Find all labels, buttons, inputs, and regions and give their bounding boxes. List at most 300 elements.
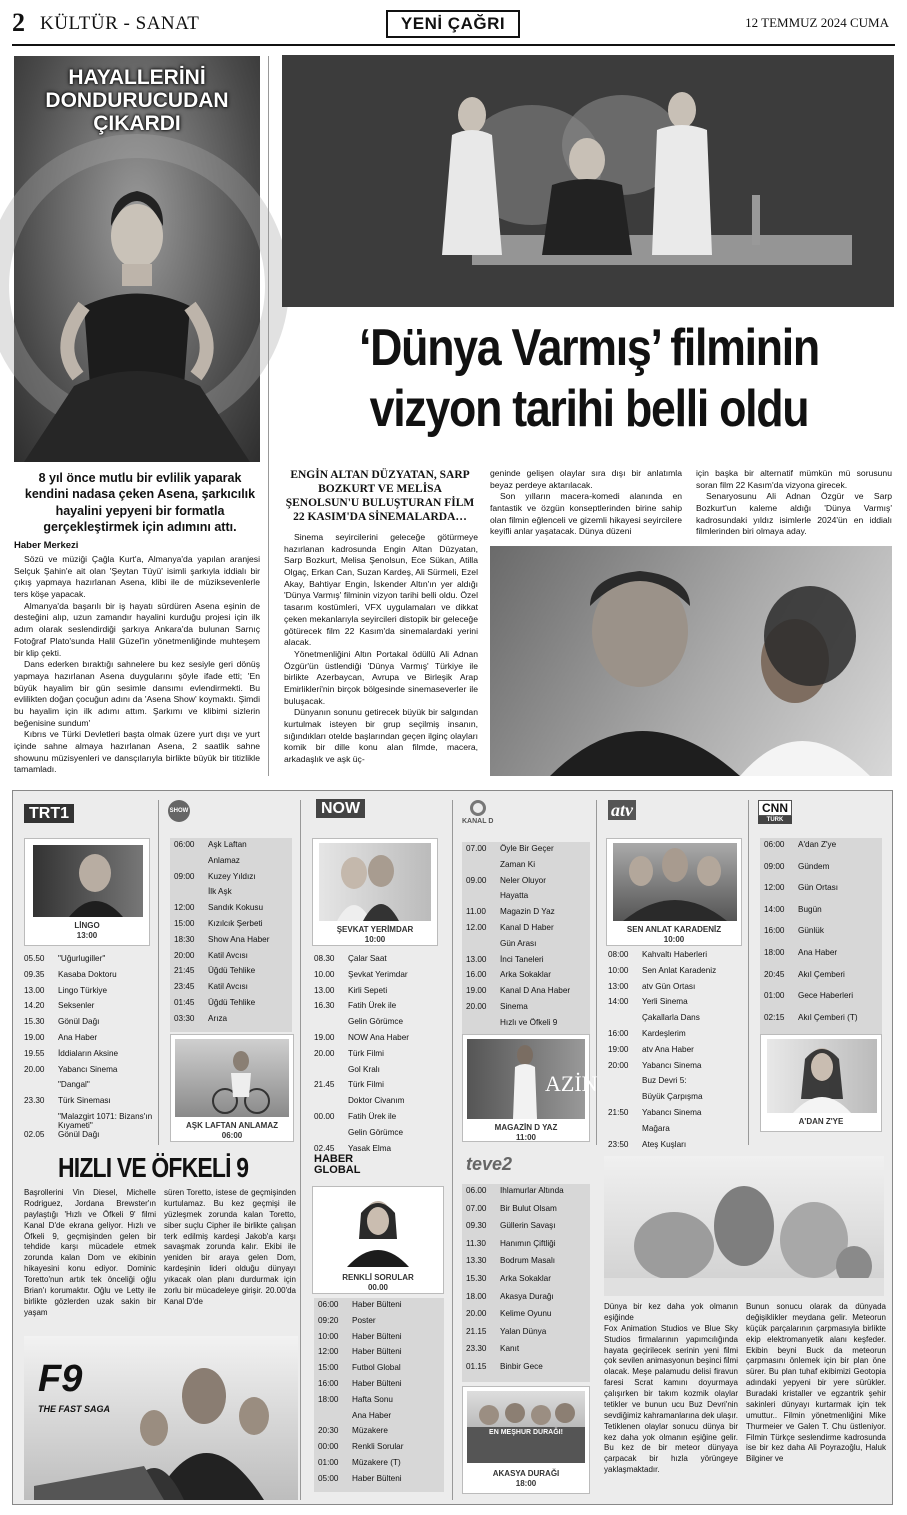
schedule-program: Kardeşlerim	[642, 1028, 686, 1038]
asena-paragraph: Sözü ve müziği Çağla Kurt'a, Almanya'da yapılan aranjesi Selçuk Şahin'e ait olan 'Şeytan Tüyü' isimli şarkıyla iddialı bir çıkış yapmaya hazırlanan Asena, klibi ile de müziksevenlerle ters köşe yapacak.	[14, 554, 260, 600]
schedule-program: Ana Haber	[798, 947, 838, 957]
schedule-program: Türk Filmi	[348, 1080, 384, 1090]
schedule-program: NOW Ana Haber	[348, 1032, 409, 1042]
now-program-photo	[319, 843, 431, 921]
schedule-row	[466, 1204, 586, 1222]
schedule-program: İddiaların Aksine	[58, 1048, 119, 1058]
schedule-time: 20.00	[314, 1048, 335, 1058]
trt1-caption-time: 13:00	[76, 931, 98, 940]
schedule-row	[764, 883, 878, 905]
schedule-time: 21.45	[314, 1080, 335, 1090]
now-caption-name: ŞEVKAT YERİMDAR	[336, 925, 414, 934]
show-caption-name: AŞK LAFTAN ANLAMAZ	[186, 1121, 278, 1130]
schedule-time: 18:30	[174, 934, 195, 944]
show-program-photo	[175, 1039, 289, 1117]
schedule-program: Kuzey Yıldızı	[208, 871, 256, 881]
schedule-time: 23:50	[608, 1139, 629, 1149]
teve2-logo: teve2	[466, 1154, 513, 1174]
schedule-program: Arka Sokaklar	[500, 970, 551, 980]
schedule-row	[466, 923, 586, 939]
schedule-program: Yabancı Sinema	[58, 1064, 118, 1074]
schedule-program: "Uğurlugiller"	[58, 954, 106, 963]
hizli-headline: HIZLI VE ÖFKELİ 9	[58, 1152, 249, 1183]
atv-caption-time: 10:00	[663, 935, 685, 944]
haber-caption-time: 00.00	[367, 1283, 389, 1292]
kanald-program-card	[462, 1034, 598, 1142]
atv-caption-name: SEN ANLAT KARADENİZ	[626, 925, 722, 934]
atv-schedule	[608, 950, 746, 1171]
schedule-program: Hafta Sonu	[352, 1394, 393, 1404]
column-divider	[748, 800, 749, 1145]
schedule-time: 12:00	[318, 1347, 339, 1357]
newspaper-logo: YENİ ÇAĞRI	[386, 10, 520, 38]
schedule-program: Mağara	[642, 1123, 670, 1133]
film-headline: ‘Dünya Varmış’ filminin vizyon tarihi belli oldu	[359, 319, 819, 438]
schedule-time: 14.20	[24, 1001, 45, 1011]
schedule-row	[608, 1076, 746, 1092]
schedule-row	[318, 1300, 440, 1316]
schedule-time: 16:00	[318, 1378, 339, 1388]
schedule-row	[314, 1017, 444, 1033]
show-program-card	[170, 1034, 294, 1142]
schedule-row	[466, 1256, 586, 1274]
schedule-row	[314, 1080, 444, 1096]
schedule-program: Gün Ortası	[798, 883, 839, 893]
schedule-time: 06:00	[318, 1300, 339, 1309]
schedule-row	[608, 1108, 746, 1124]
film-body-col1	[284, 532, 478, 766]
section-title: KÜLTÜR - SANAT	[40, 13, 200, 34]
schedule-row	[608, 1013, 746, 1029]
schedule-row	[318, 1316, 440, 1332]
haber-global-logo: HABER GLOBAL	[314, 1153, 361, 1176]
schedule-row	[174, 982, 288, 998]
schedule-time: 15.30	[24, 1017, 45, 1027]
schedule-program: Güllerin Savaşı	[500, 1221, 556, 1231]
schedule-time: 02:15	[764, 1012, 785, 1022]
schedule-row	[466, 1292, 586, 1310]
schedule-program: Katil Avcısı	[208, 950, 248, 960]
schedule-program: Yabancı Sinema	[642, 1060, 702, 1070]
trt1-schedule	[24, 954, 154, 1146]
schedule-time: 20:30	[318, 1426, 339, 1436]
schedule-time: 20:00	[608, 1060, 629, 1070]
schedule-row	[318, 1458, 440, 1474]
schedule-time: 23.30	[466, 1344, 487, 1354]
schedule-program: Kanal D Haber	[500, 922, 554, 932]
kanald-program-photo	[467, 1039, 598, 1119]
schedule-row	[466, 1327, 586, 1345]
schedule-row	[466, 970, 586, 986]
atv-logo: atv	[608, 800, 636, 821]
schedule-time: 06:00	[764, 840, 785, 849]
schedule-row	[466, 891, 586, 907]
schedule-program: Haber Bülteni	[352, 1378, 402, 1388]
schedule-program: Aşk Laftan	[208, 840, 247, 849]
cnn-caption-name: A'DAN Z'YE	[798, 1117, 844, 1126]
now-logo: NOW	[316, 800, 365, 818]
schedule-time: 20:45	[764, 969, 785, 979]
schedule-time: 21.15	[466, 1326, 487, 1336]
schedule-time: 13.00	[24, 985, 45, 995]
schedule-row	[764, 991, 878, 1013]
schedule-program: Türk Filmi	[348, 1048, 384, 1058]
schedule-time: 00.00	[314, 1111, 335, 1121]
film-paragraph: Son yılların macera-komedi alanında en fantastik ve özgün konseptlerinden birine sahip olan filmin eğlenceli ve gizemli hikayesi seyircilere keyifli anlar yaşatacak. Dünya düzeni	[490, 491, 682, 537]
schedule-row	[314, 970, 444, 986]
schedule-row	[24, 986, 154, 1002]
schedule-program: Akıl Çemberi (T)	[798, 1012, 858, 1022]
schedule-time: 16:00	[764, 926, 785, 936]
schedule-row	[318, 1347, 440, 1363]
show-logo: SHOW	[168, 800, 190, 822]
schedule-program: Yabancı Sinema	[642, 1107, 702, 1117]
schedule-program: Üğdü Tehlike	[208, 966, 256, 976]
schedule-program: Gelin Görümce	[348, 1017, 404, 1027]
schedule-row	[764, 862, 878, 884]
schedule-row	[24, 1112, 154, 1130]
schedule-time: 19.00	[24, 1032, 45, 1042]
trt1-program-photo	[33, 845, 143, 917]
ice-age-photo	[604, 1156, 884, 1296]
film-paragraph: Senaryosunu Ali Adnan Özgür ve Sarp Bozkurt'un kaleme aldığı 'Dünya Varmış' kadrosundaki yıldız isimlerle 2024'ün en iddialı filmlerinden biri olmaya aday.	[696, 491, 892, 537]
schedule-time: 09.00	[466, 875, 487, 885]
hizli-body-col1: Başrollerini Vin Diesel, Michelle Rodriguez, Jordana Brewster'ın paylaştığı 'Hızlı ve Öfkeli 9' filmi Kanal D'de ekrana geliyor. Hızlı ve Öfkeli 9, geçmişinden gelen bir tehdide karşı mücadele etmek zorunda kalan Dom ve ekibinin hikayesini konu ediyor. Dominic Toretto'nun artık tek önceliği oğlu Brian'ı korumaktır. Oğlu ve Letty ile birlikte gözlerden uzak sakin bir yaşam	[24, 1188, 156, 1317]
schedule-row	[466, 907, 586, 923]
schedule-row	[24, 970, 154, 986]
schedule-time: 21:45	[174, 966, 195, 976]
teve2-poster-text: EN MEŞHUR DURAĞI!	[489, 1429, 563, 1436]
schedule-row	[24, 1017, 154, 1033]
schedule-program: Çakallarla Dans	[642, 1013, 700, 1023]
f9-poster-title: F9	[38, 1358, 83, 1400]
show-schedule	[170, 838, 292, 1032]
film-paragraph: Yönetmenliğini Altın Portakal ödüllü Ali Adnan Özgür'ün üstlendiği 'Dünya Varmış' Türkiye ile birlikte Azerbaycan, Avrupa ve Birleşik Arap Emirlikleri'nin birçok bölgesinde sinemaseverler ile buluşacak.	[284, 648, 478, 706]
schedule-program: Zaman Ki	[500, 859, 536, 869]
schedule-program: Haber Bülteni	[352, 1473, 402, 1483]
schedule-row	[466, 939, 586, 955]
schedule-time: 12:00	[764, 883, 785, 893]
schedule-time: 14:00	[608, 997, 629, 1007]
schedule-program: Sandık Kokusu	[208, 903, 264, 913]
schedule-program: Akıl Çemberi	[798, 969, 845, 979]
schedule-program: Türk Sineması	[58, 1096, 111, 1106]
schedule-program: Magazin D Yaz	[500, 907, 555, 917]
schedule-program: Yasak Elma	[348, 1143, 392, 1153]
schedule-program: Haber Bülteni	[352, 1331, 402, 1341]
schedule-row	[466, 1002, 586, 1018]
schedule-row	[318, 1426, 440, 1442]
schedule-time: 16:00	[608, 1028, 629, 1038]
schedule-row	[608, 997, 746, 1013]
schedule-row	[318, 1379, 440, 1395]
schedule-program: Gönül Dağı	[58, 1017, 100, 1027]
schedule-row	[174, 1014, 288, 1030]
schedule-row	[174, 966, 288, 982]
asena-headline: HAYALLERİNİ DONDURUCUDAN ÇIKARDI	[45, 66, 229, 136]
schedule-program: Çalar Saat	[348, 954, 387, 963]
schedule-time: 11.30	[466, 1238, 486, 1248]
schedule-program: Poster	[352, 1315, 376, 1325]
schedule-time: 19.55	[24, 1048, 45, 1058]
schedule-row	[174, 872, 288, 888]
schedule-row	[174, 951, 288, 967]
schedule-row	[608, 982, 746, 998]
schedule-program: Lingo Türkiye	[58, 985, 108, 995]
schedule-program: A'dan Z'ye	[798, 840, 837, 849]
schedule-program: Bugün	[798, 904, 822, 914]
page-number: 2	[12, 8, 25, 37]
schedule-time: 01:00	[764, 991, 785, 1001]
trt1-caption-name: LİNGO	[74, 921, 100, 930]
schedule-row	[318, 1442, 440, 1458]
schedule-row	[466, 844, 586, 860]
teve2-program-photo	[467, 1391, 585, 1463]
schedule-program: Gönül Dağı	[58, 1129, 100, 1139]
column-divider	[452, 800, 453, 1500]
teve2-caption-time: 18:00	[515, 1479, 537, 1488]
schedule-time: 16.30	[314, 1001, 335, 1011]
haber-program-photo	[319, 1191, 437, 1267]
schedule-row	[24, 1130, 154, 1146]
schedule-time: 05.50	[24, 954, 45, 963]
schedule-program: Kelime Oyunu	[500, 1309, 552, 1319]
schedule-row	[24, 1001, 154, 1017]
asena-byline: Haber Merkezi	[14, 540, 79, 551]
trt1-logo: TRT1	[24, 805, 74, 823]
schedule-program: Ana Haber	[352, 1410, 392, 1420]
schedule-program: Bir Bulut Olsam	[500, 1203, 557, 1213]
schedule-time: 19.00	[466, 986, 487, 996]
schedule-time: 19.00	[314, 1032, 335, 1042]
schedule-row	[174, 998, 288, 1014]
kanald-caption-time: 11:00	[515, 1133, 537, 1142]
schedule-program: Hayatta	[500, 891, 529, 901]
asena-paragraph: Almanya'da başarılı bir iş hayatı sürdüren Asena eşinin de desteğini alıp, uzun zamandır hayalini kurduğu projesi için ilk adım olarak seslendirdiği şarkıya Ankara'da bulunan Sarnıç Fotoğraf Plato'sunda Halil Güzel'in yönetmenliğinde muhteşem bir klip çekti.	[14, 600, 260, 658]
schedule-row	[608, 1061, 746, 1077]
schedule-time: 02.05	[24, 1129, 45, 1139]
schedule-time: 18:00	[318, 1394, 339, 1404]
column-divider	[158, 800, 159, 1145]
film-paragraph: Sinema seyircilerini geleceğe götürmeye hazırlanan kadrosunda Engin Altan Düzyatan, Sarp Bozkurt, Melisa Şenolsun, Ece Sükan, Atilla Olgaç, Erkan Can, Suzan Kardeş, Ali Sürmeli, Ezel Akay, Bahtiyar Engin, İskender Altın'ın yer aldığı 'Dünya Varmış' filminin vizyon tarihi belli oldu. Özel tasarım kostümleri, VFX uygulamaları ve dikkat çeken mekanlarıyla seyircileri distopik bir geleceğe götürecek film 22 Kasım'da sinemalardaki yerini alacak.	[284, 532, 478, 648]
cnn-program-card	[760, 1034, 882, 1132]
ice-age-body-col2: Bunun sonucu olarak da dünyada değişiklikler meydana gelir. Meteorun küçük parçalarının çarpmasıyla birlikte ekip elektromanyetik alanı keşfeder. Ekibin beyni Buck da meteorun çarpmasını önlemek için bir plan öne sürer. Bu plan tuhaf ekibimizi Geotopia adındaki yepyeni bir yere sürükler. Buradaki kristaller ve egzantrik şehir sakinleri dünyayı kurtarmak için tek umuttur.. Filmin yönetmenliğini Mike Thurmeier ve Galen T. Chu üstleniyor. Filmin Türkçe seslendirme kadrosunda ise bir kez daha Ali Poyrazoğlu, Haluk Bilginer ve	[746, 1302, 886, 1464]
schedule-row	[24, 1065, 154, 1081]
schedule-row	[608, 1045, 746, 1061]
schedule-time: 13.00	[314, 985, 335, 995]
schedule-row	[174, 935, 288, 951]
schedule-time: 03:30	[174, 1013, 195, 1023]
schedule-time: 09:00	[764, 861, 785, 871]
schedule-program: Üğdü Tehlike	[208, 997, 256, 1007]
cnn-schedule	[760, 838, 882, 1036]
schedule-row	[764, 1013, 878, 1035]
schedule-program: Akasya Durağı	[500, 1291, 554, 1301]
kanald-caption-name: MAGAZİN D YAZ	[494, 1123, 558, 1132]
schedule-row	[764, 905, 878, 927]
schedule-row	[466, 1344, 586, 1362]
film-still-photo	[282, 55, 894, 307]
schedule-program: Kahvaltı Haberleri	[642, 950, 708, 959]
schedule-program: Büyük Çarpışma	[642, 1092, 703, 1102]
schedule-time: 11.00	[466, 907, 486, 917]
schedule-time: 10:00	[318, 1331, 339, 1341]
schedule-row	[314, 1065, 444, 1081]
schedule-row	[466, 1186, 586, 1204]
schedule-row	[318, 1332, 440, 1348]
schedule-time: 10:00	[608, 965, 629, 975]
issue-date: 12 TEMMUZ 2024 CUMA	[745, 15, 889, 30]
film-body-col2	[490, 468, 682, 538]
schedule-program: Hanımın Çiftliği	[500, 1238, 556, 1248]
schedule-row	[24, 1033, 154, 1049]
schedule-time: 20.00	[466, 1001, 487, 1011]
asena-paragraph: Kıbrıs ve Türki Devletleri başta olmak üzere yurt dışı ve yurt içinde sahne almaya hazırlanan Asena, 2 saatlik sahne showunu müzisyenleri ve dansçılarıyla birlikte büyük bir titizlikle tamamladı.	[14, 729, 260, 775]
schedule-time: 23:45	[174, 982, 195, 992]
now-program-card	[312, 838, 438, 946]
schedule-program: Gece Haberleri	[798, 991, 854, 1001]
schedule-row	[318, 1363, 440, 1379]
schedule-program: "Dangal"	[58, 1080, 90, 1090]
schedule-time: 01:00	[318, 1457, 339, 1467]
schedule-row	[318, 1395, 440, 1411]
schedule-row	[174, 903, 288, 919]
haber-program-card	[312, 1186, 444, 1294]
schedule-program: Kirli Sepeti	[348, 985, 388, 995]
asena-paragraph: Dans ederken bıraktığı sahnelere bu kez sesiyle geri dönüş yapmaya hazırlanan Asena duygularını şöyle ifade etti; 'En büyük hayalim bir gün sesimle dansımı evlendirmekti. Bu evlilikten doğan çocuğun adını da 'Asena Show' koymaktı. Şimdi bu hayalim için ilk adımı attım. Şarkımı ve klibimi sizlerin beğenisine sundum'	[14, 659, 260, 728]
schedule-time: 16.00	[466, 970, 487, 980]
schedule-row	[24, 954, 154, 970]
svg-text:AZİN: AZİN	[545, 1071, 598, 1096]
schedule-program: Gelin Görümce	[348, 1127, 404, 1137]
schedule-program: Ihlamurlar Altında	[500, 1186, 564, 1195]
schedule-program: Seksenler	[58, 1001, 95, 1011]
schedule-row	[466, 1239, 586, 1257]
hizli-body-col2: süren Toretto, istese de geçmişinden kurtulamaz. Bu kez geçmişi ile yüzleşmek zorunda kalan Toretto, siber suçlu Cipher ile birlikte çalışan terk edilmiş kardeşi Jakob'a karşı savaşmak zorunda kalır. Ekibi ile yeniden bir araya gelen Dom, kardeşinin lideri olduğu dünyayı yıkacak olan planı durdurmak için zorlu bir mücadeleye girişir. 20.00'da Kanal D'de	[164, 1188, 296, 1306]
schedule-time: 14:00	[764, 904, 785, 914]
schedule-row	[466, 1018, 586, 1034]
schedule-row	[466, 860, 586, 876]
schedule-row	[764, 970, 878, 992]
schedule-time: 01.15	[466, 1361, 487, 1371]
schedule-program: Futbol Global	[352, 1363, 401, 1373]
schedule-row	[24, 1096, 154, 1112]
schedule-row	[314, 1049, 444, 1065]
schedule-row	[466, 1309, 586, 1327]
schedule-time: 13.30	[466, 1256, 487, 1266]
atv-program-photo	[613, 843, 737, 921]
schedule-program: Gün Arası	[500, 938, 537, 948]
film-paragraph: için başka bir alternatif mümkün mü sorusunu soran film 22 Kasım'da vizyona girecek.	[696, 468, 892, 490]
schedule-time: 15:00	[318, 1363, 339, 1373]
schedule-time: 23.30	[24, 1096, 45, 1106]
schedule-time: 06.00	[466, 1186, 487, 1195]
schedule-program: Haber Bülteni	[352, 1347, 402, 1357]
schedule-time: 00:00	[318, 1442, 339, 1452]
schedule-row	[608, 1124, 746, 1140]
schedule-time: 08:00	[608, 950, 629, 959]
schedule-time: 18:00	[764, 947, 785, 957]
schedule-row	[608, 966, 746, 982]
schedule-program: Yerli Sinema	[642, 997, 688, 1007]
f9-poster-subtitle: THE FAST SAGA	[38, 1404, 111, 1414]
column-divider	[300, 800, 301, 1500]
schedule-program: Kızılcık Şerbeti	[208, 918, 263, 928]
haber-schedule	[314, 1298, 444, 1492]
show-caption-time: 06:00	[221, 1131, 243, 1140]
schedule-row	[764, 948, 878, 970]
schedule-program: Yalan Dünya	[500, 1326, 547, 1336]
schedule-row	[174, 919, 288, 935]
schedule-time: 13.00	[466, 954, 487, 964]
teve2-program-card	[462, 1386, 590, 1494]
schedule-row	[764, 840, 878, 862]
schedule-program: Şevkat Yerimdar	[348, 969, 408, 979]
schedule-program: Anlamaz	[208, 855, 240, 865]
asena-deck: 8 yıl önce mutlu bir evlilik yaparak kendini nadasa çeken Asena, şarkıcılık hayalini yepyeni bir formatla gerçekleştirmek için adımını attı.	[24, 471, 256, 534]
schedule-time: 12.00	[466, 922, 487, 932]
schedule-time: 18.00	[466, 1291, 487, 1301]
schedule-row	[608, 1140, 746, 1156]
schedule-row	[608, 950, 746, 966]
schedule-program: Müzakere (T)	[352, 1457, 401, 1467]
schedule-row	[314, 986, 444, 1002]
schedule-time: 05:00	[318, 1473, 339, 1483]
schedule-time: 09.35	[24, 969, 45, 979]
schedule-time: 06:00	[174, 840, 195, 849]
schedule-time: 20.00	[24, 1064, 45, 1074]
now-caption-time: 10:00	[364, 935, 386, 944]
schedule-program: Sen Anlat Karadeniz	[642, 965, 717, 975]
cnn-program-photo	[767, 1039, 877, 1113]
teve2-caption-name: AKASYA DURAĞI	[492, 1469, 560, 1478]
schedule-time: 19:00	[608, 1044, 629, 1054]
schedule-row	[608, 1029, 746, 1045]
schedule-time: 15:00	[174, 918, 195, 928]
schedule-row	[764, 926, 878, 948]
schedule-program: İlk Aşk	[208, 887, 232, 897]
schedule-program: Arka Sokaklar	[500, 1273, 551, 1283]
schedule-program: atv Gün Ortası	[642, 981, 696, 991]
schedule-program: Hızlı ve Öfkeli 9	[500, 1017, 558, 1027]
schedule-program: Katil Avcısı	[208, 982, 248, 992]
schedule-program: Kanal D Ana Haber	[500, 986, 571, 996]
schedule-program: Kanıt	[500, 1344, 520, 1354]
schedule-program: Arıza	[208, 1013, 228, 1023]
schedule-program: Müzakere	[352, 1426, 388, 1436]
schedule-program: Öyle Bir Geçer	[500, 844, 554, 853]
schedule-time: 21:50	[608, 1107, 629, 1117]
asena-body	[14, 554, 260, 776]
schedule-time: 09:20	[318, 1315, 339, 1325]
schedule-time: 12:00	[174, 903, 195, 913]
schedule-row	[314, 1001, 444, 1017]
schedule-time: 07.00	[466, 844, 487, 853]
schedule-time: 08.30	[314, 954, 335, 963]
film-scene-photo	[490, 546, 892, 776]
schedule-row	[466, 1274, 586, 1292]
schedule-time: 15.30	[466, 1273, 487, 1283]
schedule-program: Bodrum Masalı	[500, 1256, 556, 1266]
film-subhead: ENGİN ALTAN DÜZYATAN, SARP BOZKURT VE MELİSA ŞENOLSUN'U BULUŞTURAN FİLM 22 KASIM'DA SİNEMALARDA…	[285, 469, 475, 524]
film-paragraph: Dünyanın sonunu getirecek büyük bir salgından kurtulmak isteyen bir grup seçilmiş insanın, sığındıkları otelde başlarından geçen ilginç olayları komik bir dille konu alan filmde, macera, arkadaşlık ve aşk üç-	[284, 707, 478, 765]
film-paragraph: geninde gelişen olaylar sıra dışı bir anlatımla beyaz perdeye aktarılacak.	[490, 468, 682, 490]
schedule-program: Buz Devri 5:	[642, 1076, 687, 1086]
schedule-program: Fatih Ürek ile	[348, 1001, 397, 1011]
schedule-row	[24, 1049, 154, 1065]
schedule-time: 20.00	[466, 1309, 487, 1319]
schedule-program: Ateş Kuşları	[642, 1139, 687, 1149]
